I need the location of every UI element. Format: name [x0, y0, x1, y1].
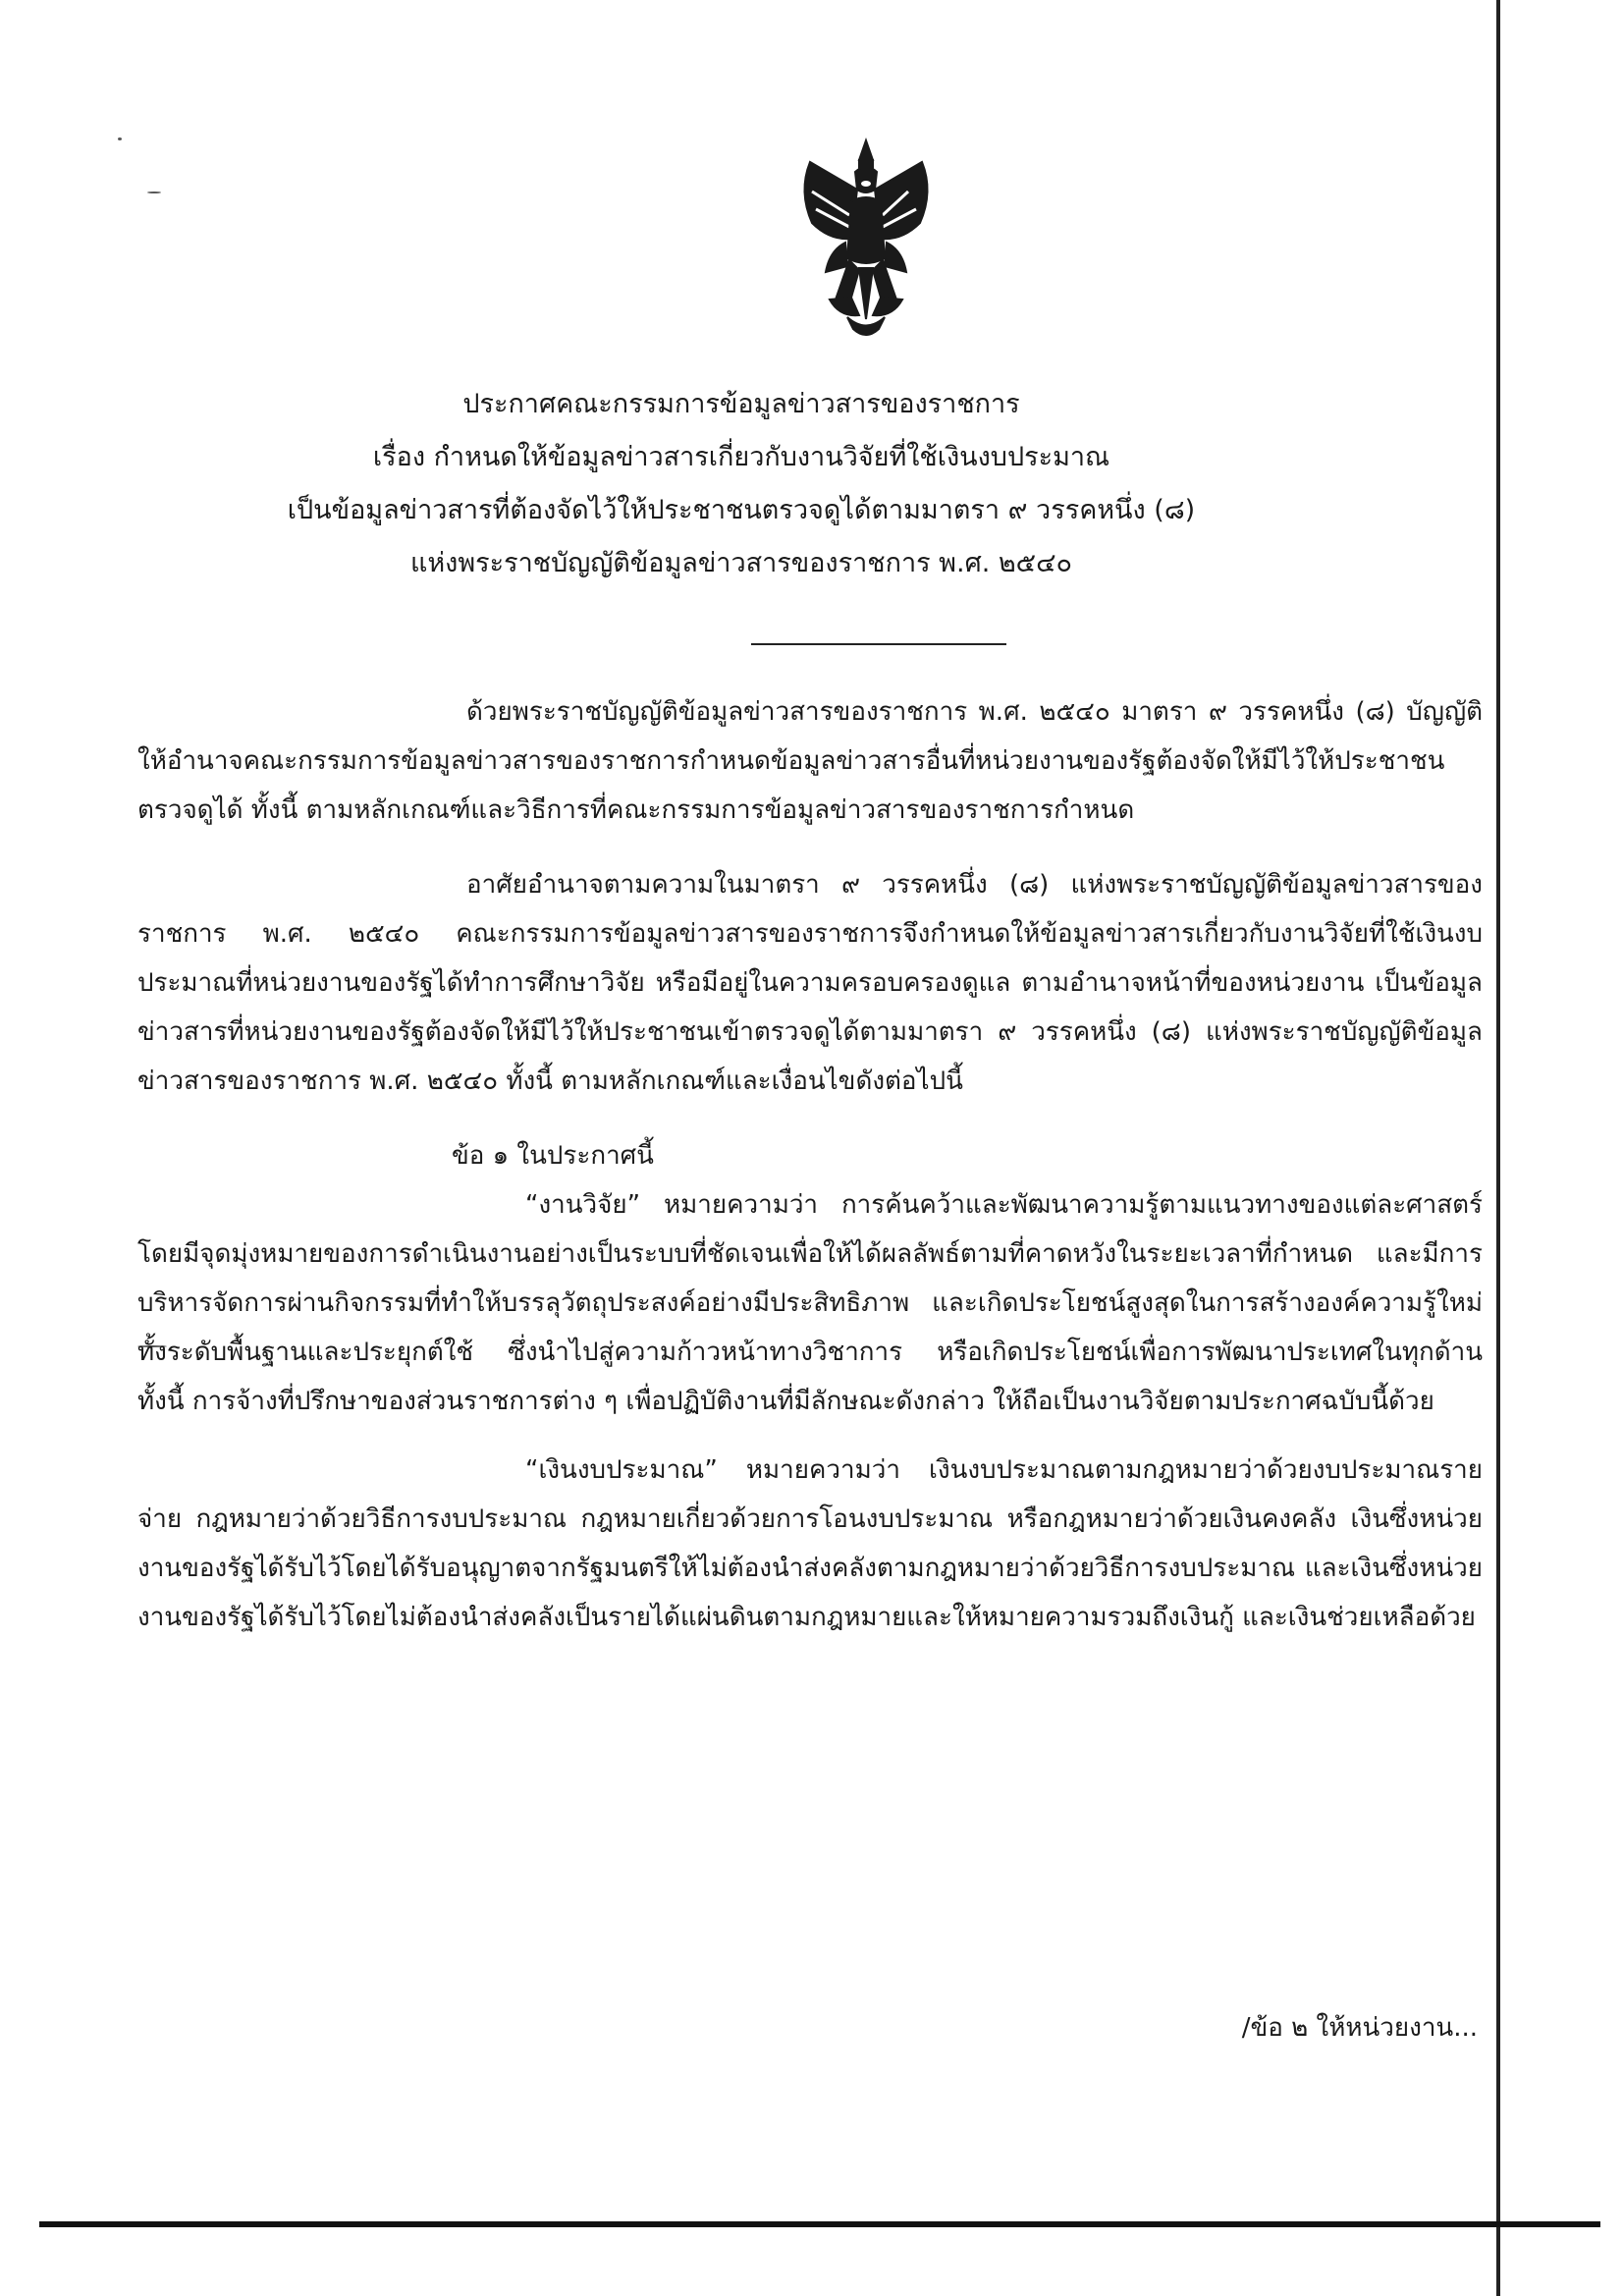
- header-subject-cont: เป็นข้อมูลข่าวสารที่ต้องจัดไว้ให้ประชาชนตรวจดูได้ตามมาตรา ๙ วรรคหนึ่ง (๘): [287, 495, 1196, 525]
- scan-edge-right: [1496, 0, 1500, 2296]
- announcement-body: [137, 687, 1483, 1662]
- continuation-note: /ข้อ ๒ ให้หน่วยงาน...: [1241, 2013, 1478, 2043]
- header-divider: [751, 643, 1006, 645]
- announcement-header: [157, 378, 1325, 590]
- garuda-emblem-icon: [790, 133, 943, 344]
- scan-speck: [118, 137, 122, 140]
- header-subject-act: แห่งพระราชบัญญัติข้อมูลข่าวสารของราชการ พ.ศ. ๒๕๔๐: [409, 548, 1073, 578]
- scan-speck: [147, 191, 161, 193]
- clause-1-heading: ข้อ ๑ ในประกาศนี้: [452, 1141, 654, 1171]
- definition-budget: “เงินงบประมาณ” หมายความว่า เงินงบประมาณตามกฎหมายว่าด้วยงบประมาณรายจ่าย กฎหมายว่าด้วยวิธีการงบประมาณ กฎหมายเกี่ยวด้วยการโอนงบประมาณ หรือกฎหมายว่าด้วยเงินคงคลัง เงินซึ่งหน่วยงานของรัฐได้รับไว้โดยได้รับอนุญาตจากรัฐมนตรีให้ไม่ต้องนำส่งคลังตามกฎหมายว่าด้วยวิธีการงบประมาณ และเงินซึ่งหน่วยงานของรัฐได้รับไว้โดยไม่ต้องนำส่งคลังเป็นรายได้แผ่นดินตามกฎหมายและให้หมายความรวมถึงเงินกู้ และเงินช่วยเหลือด้วย: [137, 1455, 1483, 1632]
- definition-research: “งานวิจัย” หมายความว่า การค้นคว้าและพัฒนาความรู้ตามแนวทางของแต่ละศาสตร์ โดยมีจุดมุ่งหมายของการดำเนินงานอย่างเป็นระบบที่ชัดเจนเพื่อให้ได้ผลลัพธ์ตามที่คาดหวังในระยะเวลาที่กำหนด และมีการบริหารจัดการผ่านกิจกรรมที่ทำให้บรรลุวัตถุประสงค์อย่างมีประสิทธิภาพ และเกิดประโยชน์สูงสุดในการสร้างองค์ความรู้ใหม่ทั้งระดับพื้นฐานและประยุกต์ใช้ ซึ่งนำไปสู่ความก้าวหน้าทางวิชาการ หรือเกิดประโยชน์เพื่อการพัฒนาประเทศในทุกด้าน ทั้งนี้ การจ้างที่ปรึกษาของส่วนราชการต่าง ๆ เพื่อปฏิบัติงานที่มีลักษณะดังกล่าว ให้ถือเป็นงานวิจัยตามประกาศฉบับนี้ด้วย: [137, 1190, 1483, 1416]
- header-subject: เรื่อง กำหนดให้ข้อมูลข่าวสารเกี่ยวกับงานวิจัยที่ใช้เงินงบประมาณ: [372, 442, 1110, 472]
- header-title: ประกาศคณะกรรมการข้อมูลข่าวสารของราชการ: [462, 389, 1020, 419]
- scan-edge-bottom: [39, 2221, 1600, 2227]
- preamble-paragraph: ด้วยพระราชบัญญัติข้อมูลข่าวสารของราชการ พ.ศ. ๒๕๔๐ มาตรา ๙ วรรคหนึ่ง (๘) บัญญัติให้อำนาจคณะกรรมการข้อมูลข่าวสารของราชการกำหนดข้อมูลข่าวสารอื่นที่หน่วยงานของรัฐต้องจัดให้มีไว้ให้ประชาชนตรวจดูได้ ทั้งนี้ ตามหลักเกณฑ์และวิธีการที่คณะกรรมการข้อมูลข่าวสารของราชการกำหนด: [137, 697, 1483, 825]
- authority-paragraph: อาศัยอำนาจตามความในมาตรา ๙ วรรคหนึ่ง (๘) แห่งพระราชบัญญัติข้อมูลข่าวสารของราชการ พ.ศ. ๒๕๔๐ คณะกรรมการข้อมูลข่าวสารของราชการจึงกำหนดให้ข้อมูลข่าวสารเกี่ยวกับงานวิจัยที่ใช้เงินงบประมาณที่หน่วยงานของรัฐได้ทำการศึกษาวิจัย หรือมีอยู่ในความครอบครองดูแล ตามอำนาจหน้าที่ของหน่วยงาน เป็นข้อมูลข่าวสารที่หน่วยงานของรัฐต้องจัดให้มีไว้ให้ประชาชนเข้าตรวจดูได้ตามมาตรา ๙ วรรคหนึ่ง (๘) แห่งพระราชบัญญัติข้อมูลข่าวสารของราชการ พ.ศ. ๒๕๔๐ ทั้งนี้ ตามหลักเกณฑ์และเงื่อนไขดังต่อไปนี้: [137, 870, 1483, 1096]
